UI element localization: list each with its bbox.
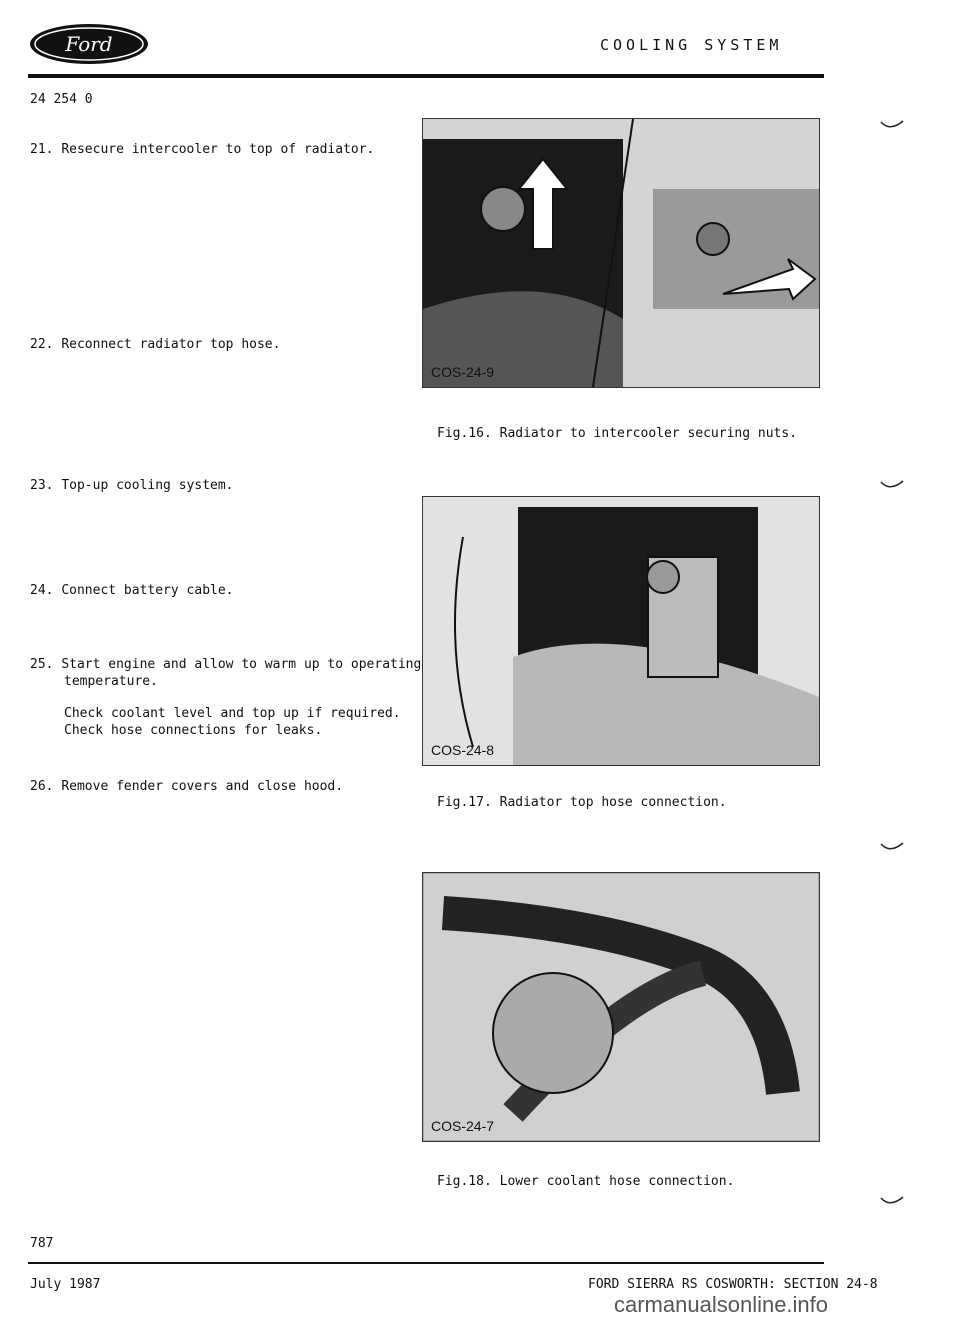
step-22 xyxy=(30,336,430,353)
doc-number: 24 254 0 xyxy=(30,92,93,107)
step-number: 23. xyxy=(30,478,54,493)
step-number: 24. xyxy=(30,583,54,598)
step-text: Remove fender covers and close hood. xyxy=(61,779,344,794)
header-rule xyxy=(28,74,824,78)
step-text: Top-up cooling system. xyxy=(61,478,234,493)
photo-code: COS-24-9 xyxy=(431,364,495,380)
photo-code: COS-24-7 xyxy=(431,1118,495,1134)
step-note: Check coolant level and top up if required. xyxy=(64,706,401,721)
step-24 xyxy=(30,582,430,599)
page-number: 787 xyxy=(30,1236,54,1251)
step-number: 25. xyxy=(30,657,54,672)
figure-17-photo xyxy=(422,496,820,766)
svg-text:Ford: Ford xyxy=(65,32,113,56)
watermark: carmanualsonline.info xyxy=(614,1292,829,1317)
step-text: Start engine and allow to warm up to operating xyxy=(61,657,422,672)
figure-16-caption: Fig.16. Radiator to intercooler securing nuts. xyxy=(437,426,798,441)
step-text: Connect battery cable. xyxy=(61,583,234,598)
step-23 xyxy=(30,477,430,494)
footer-rule xyxy=(28,1262,824,1264)
figure-18-photo xyxy=(422,872,820,1142)
figure-18-caption: Fig.18. Lower coolant hose connection. xyxy=(437,1174,735,1189)
step-21 xyxy=(30,141,430,158)
section-title: COOLING SYSTEM xyxy=(600,36,783,54)
photo-code: COS-24-8 xyxy=(431,742,495,758)
step-number: 21. xyxy=(30,142,54,157)
step-text-cont: temperature. xyxy=(64,674,158,689)
step-number: 22. xyxy=(30,337,54,352)
margin-mark-icon xyxy=(880,480,904,492)
step-25 xyxy=(30,656,430,739)
footer-date: July 1987 xyxy=(30,1277,101,1292)
footer-section-ref: FORD SIERRA RS COSWORTH: SECTION 24-8 xyxy=(588,1277,878,1292)
figure-16-photo xyxy=(422,118,820,388)
step-26 xyxy=(30,778,430,795)
step-note: Check hose connections for leaks. xyxy=(64,723,323,738)
step-text: Resecure intercooler to top of radiator. xyxy=(61,142,375,157)
figure-17-caption: Fig.17. Radiator top hose connection. xyxy=(437,795,727,810)
margin-mark-icon xyxy=(880,120,904,132)
margin-mark-icon xyxy=(880,842,904,854)
step-number: 26. xyxy=(30,779,54,794)
step-text: Reconnect radiator top hose. xyxy=(61,337,281,352)
ford-logo xyxy=(28,22,150,66)
margin-mark-icon xyxy=(880,1196,904,1208)
